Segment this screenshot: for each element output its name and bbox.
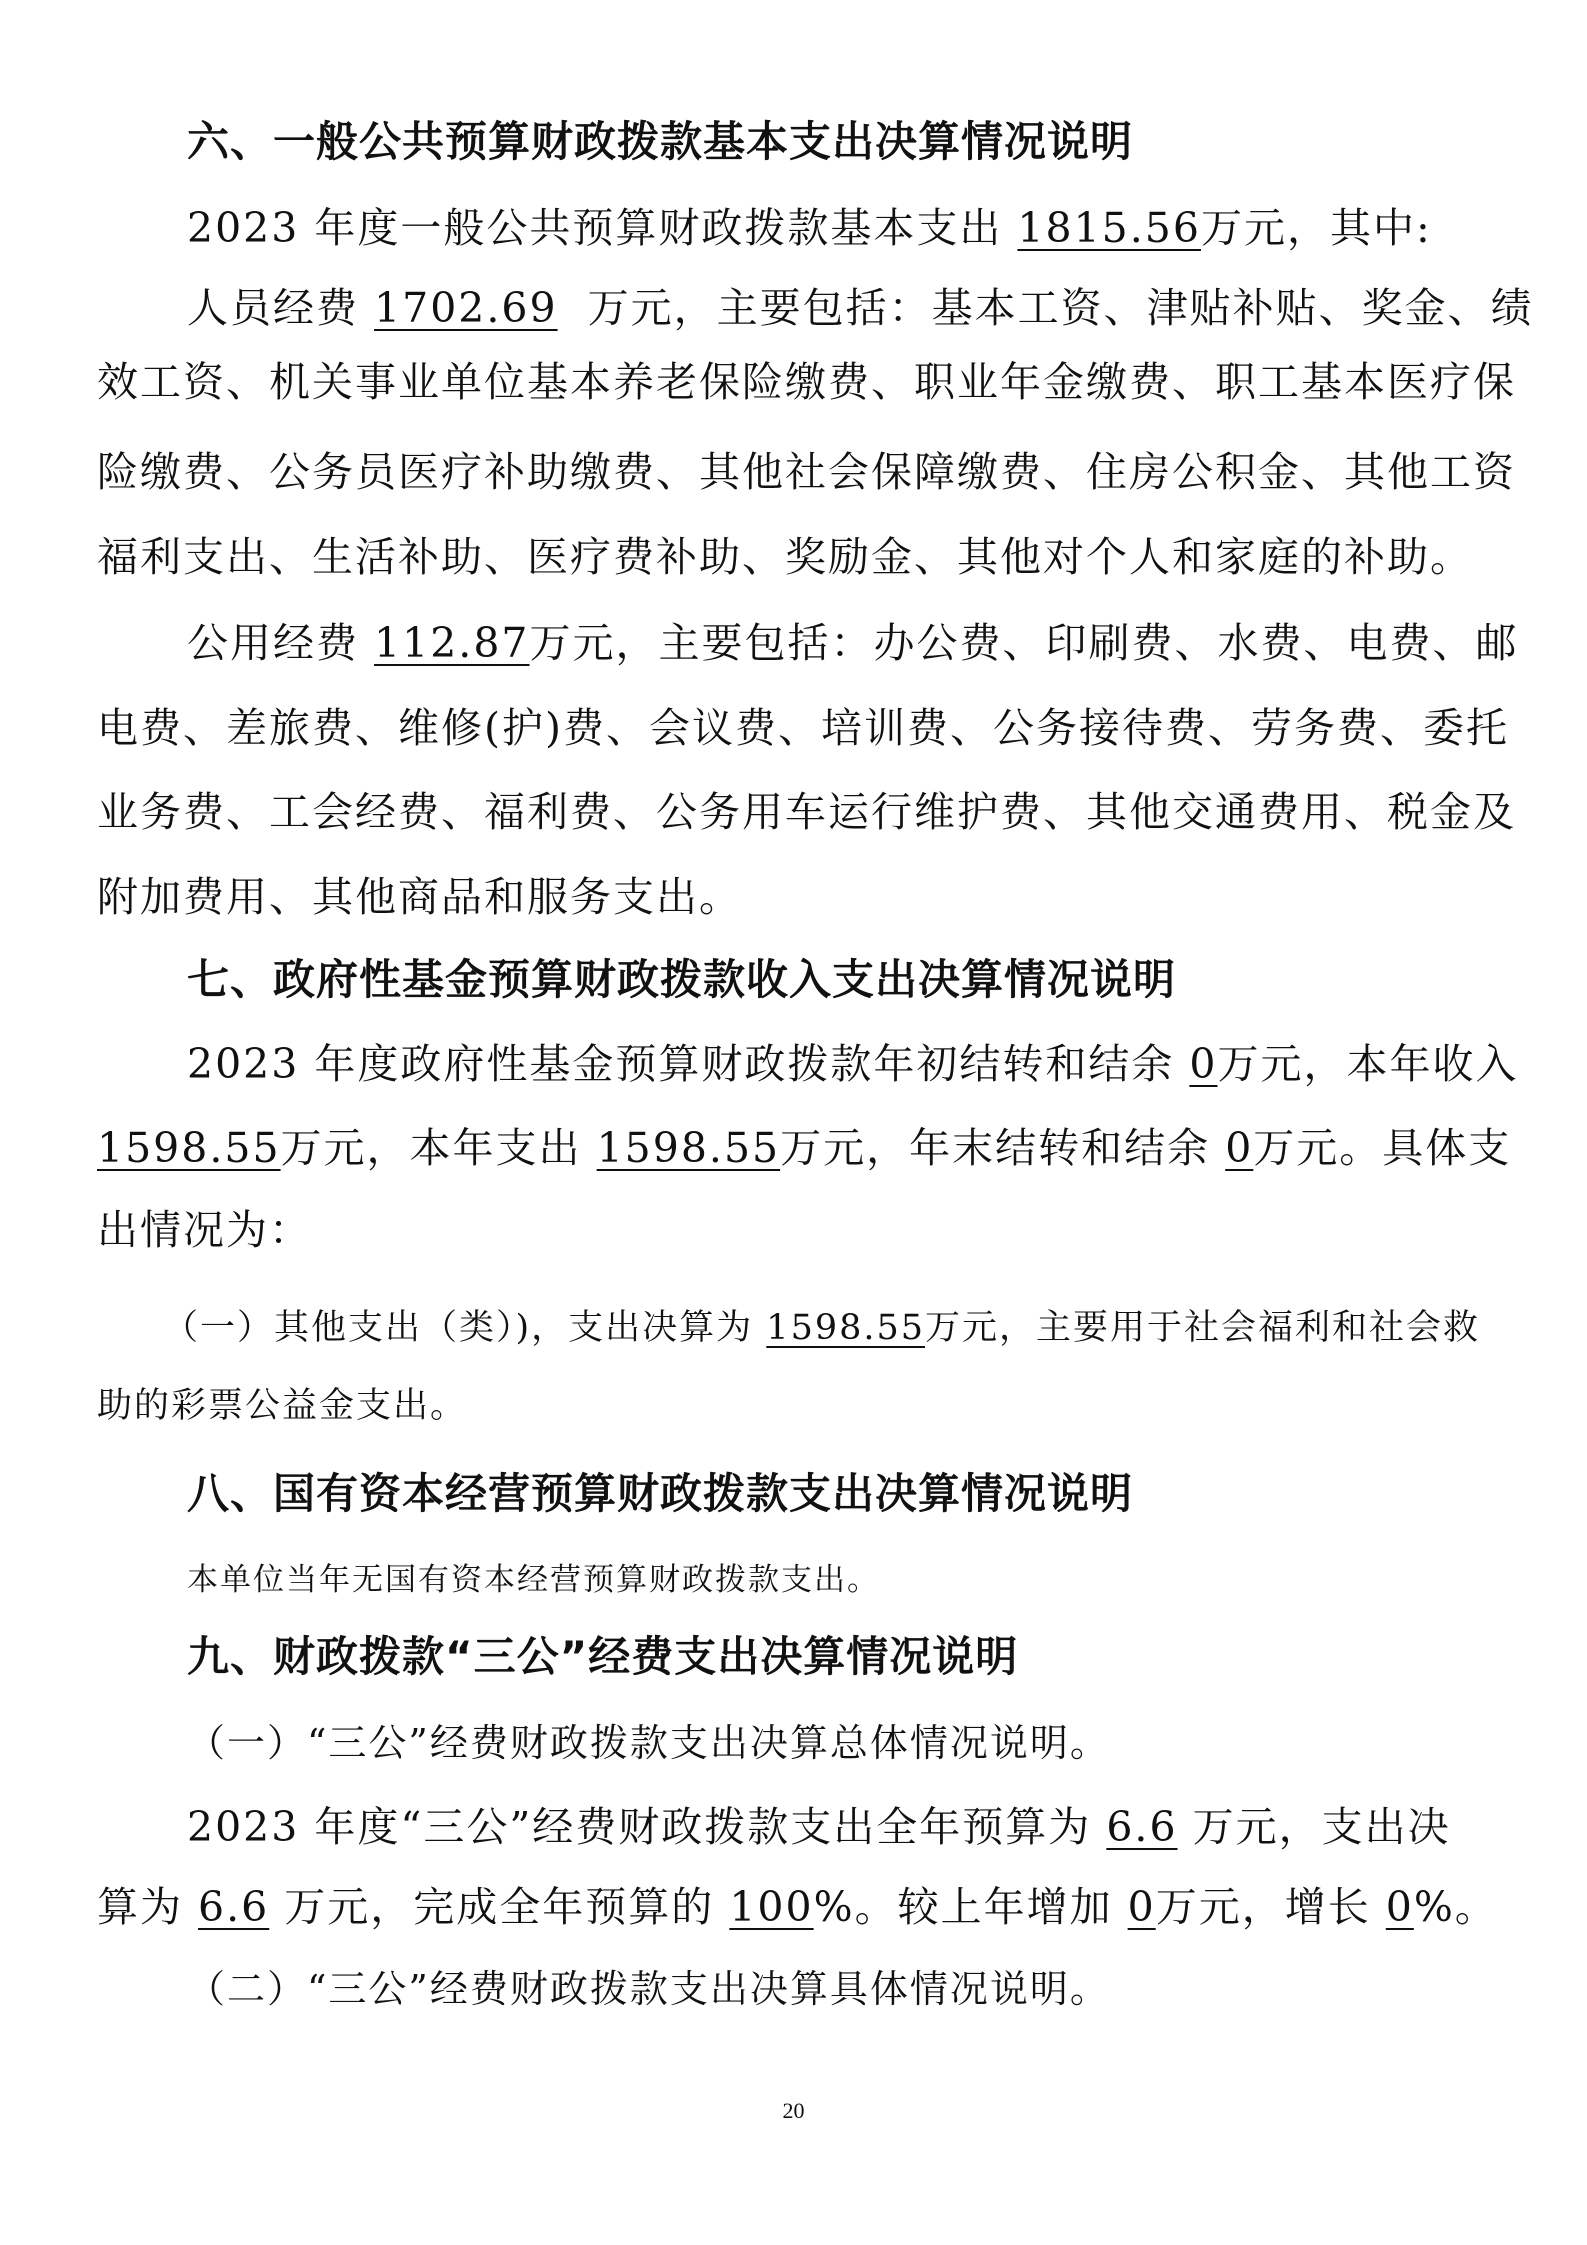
paragraph-public-line-1: 公用经费 112.87万元，主要包括：办公费、印刷费、水费、电费、邮	[187, 619, 1519, 667]
subheading-specific: （二）“三公”经费财政拨款支出决算具体情况说明。	[187, 1967, 1110, 2011]
expenditure-amount: 1598.55	[596, 1124, 781, 1172]
completion-percent: 100	[729, 1883, 814, 1931]
paragraph-basic-expenditure: 2023 年度一般公共预算财政拨款基本支出 1815.56万元，其中:	[187, 204, 1432, 252]
page-number: 20	[782, 2098, 805, 2123]
growth-percent: 0	[1385, 1883, 1414, 1931]
closing-balance: 0	[1225, 1124, 1254, 1172]
fund-item-1-amount: 1598.55	[766, 1308, 926, 1348]
paragraph-three-public-line-2: 算为 6.6 万元，完成全年预算的 100%。较上年增加 0万元，增长 0%。	[97, 1883, 1498, 1931]
increase-amount: 0	[1127, 1883, 1156, 1931]
paragraph-public-line-4: 附加费用、其他商品和服务支出。	[97, 873, 742, 921]
paragraph-three-public-line-1: 2023 年度“三公”经费财政拨款支出全年预算为 6.6 万元，支出决	[187, 1803, 1451, 1851]
subheading-overall: （一）“三公”经费财政拨款支出决算总体情况说明。	[187, 1721, 1110, 1765]
opening-balance: 0	[1189, 1040, 1218, 1088]
paragraph-public-line-2: 电费、差旅费、维修(护)费、会议费、培训费、公务接待费、劳务费、委托	[97, 704, 1509, 752]
paragraph-personnel-line-2: 效工资、机关事业单位基本养老保险缴费、职业年金缴费、职工基本医疗保	[97, 358, 1516, 406]
public-amount: 112.87	[374, 619, 530, 667]
heading-section-7: 七、政府性基金预算财政拨款收入支出决算情况说明	[187, 955, 1177, 1004]
paragraph-state-capital: 本单位当年无国有资本经营预算财政拨款支出。	[187, 1562, 880, 1598]
paragraph-fund-line-3: 出情况为：	[97, 1206, 312, 1254]
paragraph-public-line-3: 业务费、工会经费、福利费、公务用车运行维护费、其他交通费用、税金及	[97, 788, 1516, 836]
personnel-amount: 1702.69	[374, 284, 558, 332]
paragraph-fund-line-2: 1598.55万元，本年支出 1598.55万元，年末结转和结余 0万元。具体支	[97, 1124, 1512, 1172]
heading-section-8: 八、国有资本经营预算财政拨款支出决算情况说明	[187, 1469, 1134, 1518]
fund-item-1-line-1: （一）其他支出（类）)，支出决算为 1598.55万元，主要用于社会福利和社会救	[163, 1308, 1481, 1348]
basic-expenditure-amount: 1815.56	[1017, 204, 1201, 252]
final-amount: 6.6	[198, 1883, 270, 1931]
fund-item-1-line-2: 助的彩票公益金支出。	[97, 1386, 468, 1426]
income-amount: 1598.55	[97, 1124, 281, 1172]
annual-budget-amount: 6.6	[1106, 1803, 1178, 1851]
heading-section-9: 九、财政拨款“三公”经费支出决算情况说明	[187, 1632, 1019, 1681]
paragraph-fund-line-1: 2023 年度政府性基金预算财政拨款年初结转和结余 0万元，本年收入	[187, 1040, 1519, 1088]
paragraph-personnel-line-1: 人员经费 1702.69 万元，主要包括：基本工资、津贴补贴、奖金、绩	[187, 284, 1534, 332]
heading-section-6: 六、一般公共预算财政拨款基本支出决算情况说明	[187, 117, 1134, 166]
paragraph-personnel-line-4: 福利支出、生活补助、医疗费补助、奖励金、其他对个人和家庭的补助。	[97, 533, 1473, 581]
paragraph-personnel-line-3: 险缴费、公务员医疗补助缴费、其他社会保障缴费、住房公积金、其他工资	[97, 448, 1516, 496]
